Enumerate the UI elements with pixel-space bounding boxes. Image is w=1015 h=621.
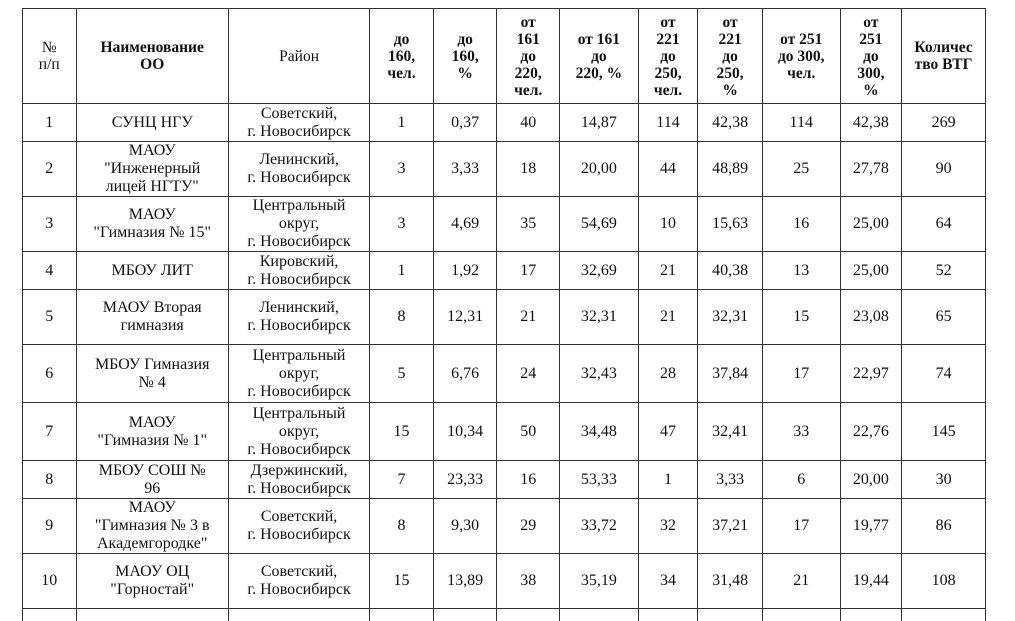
cell-c1: 8 [370,290,434,345]
cell-c7: 15 [762,290,840,345]
cell-c6: 42,38 [698,104,763,142]
cell-c5: 114 [638,104,698,142]
table-row [23,197,986,252]
cell-c5: 47 [638,403,698,461]
header-district: Район [228,9,369,104]
cell-c1: 3 [370,197,434,252]
cell-name: МАОУ Вторая гимназия [76,290,228,345]
cell-name: МАОУ ОЦ "Горностай" [76,554,228,609]
table-body [23,104,986,621]
cell-c1: 1 [370,252,434,290]
cell-c1: 1 [370,104,434,142]
cell-c2: 23,33 [433,461,497,499]
table-row [23,252,986,290]
cell-c3: 21 [497,290,560,345]
header-c6: от 221 до 250, % [698,9,763,104]
cell-c8: 19,44 [840,554,902,609]
cell-num: 6 [23,345,77,403]
cell-total: 65 [902,290,986,345]
cell-total: 108 [902,554,986,609]
cell-c8: 22,97 [840,345,902,403]
cell-c7: 33 [762,403,840,461]
table-row [23,104,986,142]
cell-district: Советский, г. Новосибирск [228,554,369,609]
cell-c5: 21 [638,252,698,290]
header-c4: от 161 до 220, % [560,9,639,104]
cell-c2: 9,30 [433,499,497,554]
cell-c4: 33,72 [560,499,639,554]
cell-num: 3 [23,197,77,252]
results-table [22,8,986,621]
cell-c1: 5 [370,345,434,403]
cell-district: Центральный округ, г. Новосибирск [228,403,369,461]
cell-district: Ленинский, г. Новосибирск [228,142,369,197]
cell-c4: 54,69 [560,197,639,252]
cell-c7: 25 [762,142,840,197]
cell-c3: 18 [497,142,560,197]
cell-c3: 35 [497,197,560,252]
cell-district: Советский, г. Новосибирск [228,499,369,554]
cell-total: 145 [902,403,986,461]
cell-c6: 48,89 [698,142,763,197]
cell-total: 52 [902,252,986,290]
cell-c5: 28 [638,345,698,403]
cell-c3: 24 [497,345,560,403]
cell-c8: 25,00 [840,252,902,290]
cell-total: 30 [902,461,986,499]
cell-c7: 17 [762,499,840,554]
cell-district: Центральный округ, г. Новосибирск [228,345,369,403]
cell-c2: 1,92 [433,252,497,290]
cell-c2: 6,76 [433,345,497,403]
cell-total: 74 [902,345,986,403]
cell-name: МБОУ ЛИТ [76,252,228,290]
cell-c7: 114 [762,104,840,142]
cell-c6: 32,41 [698,403,763,461]
cell-c8: 23,08 [840,290,902,345]
cell-c4: 14,87 [560,104,639,142]
header-c7: от 251 до 300, чел. [762,9,840,104]
cell-c8: 25,00 [840,197,902,252]
cell-total: 86 [902,499,986,554]
cell-c4: 34,48 [560,403,639,461]
cell-c3: 38 [497,554,560,609]
cell-c5: 34 [638,554,698,609]
cell-c7: 17 [762,345,840,403]
cell-c6: 3,33 [698,461,763,499]
cell-c2: 13,89 [433,554,497,609]
cell-name: СУНЦ НГУ [76,104,228,142]
cell-c4: 53,33 [560,461,639,499]
header-c2: до 160, % [433,9,497,104]
header-c5: от 221 до 250, чел. [638,9,698,104]
cell-c1: 7 [370,461,434,499]
cell-num: 1 [23,104,77,142]
cell-num: 8 [23,461,77,499]
cell-total: 269 [902,104,986,142]
cell-c1: 15 [370,554,434,609]
cell-district: Дзержинский, г. Новосибирск [228,461,369,499]
cell-name: МАОУ "Инженерный лицей НГТУ" [76,142,228,197]
header-total: Количес тво ВТГ [902,9,986,104]
cell-c8: 27,78 [840,142,902,197]
cell-name: МАОУ "Гимназия № 3 в Академгородке" [76,499,228,554]
cell-c4: 35,19 [560,554,639,609]
cell-c1: 3 [370,142,434,197]
header-c1: до 160, чел. [370,9,434,104]
cell-district: Советский, г. Новосибирск [228,104,369,142]
cell-c3: 29 [497,499,560,554]
cell-district: Кировский, г. Новосибирск [228,252,369,290]
cell-c2: 0,37 [433,104,497,142]
cell-c8: 19,77 [840,499,902,554]
table-row [23,461,986,499]
table-row [23,290,986,345]
cell-c6: 37,21 [698,499,763,554]
table-row [23,345,986,403]
cell-num: 10 [23,554,77,609]
cell-num: 2 [23,142,77,197]
cell-c2: 3,33 [433,142,497,197]
cell-c2: 12,31 [433,290,497,345]
cell-c3: 16 [497,461,560,499]
cell-num: 5 [23,290,77,345]
table-row [23,142,986,197]
cell-c8: 42,38 [840,104,902,142]
cell-c7: 6 [762,461,840,499]
cell-district: Ленинский, г. Новосибирск [228,290,369,345]
header-c8: от 251 до 300, % [840,9,902,104]
cell-num: 4 [23,252,77,290]
cell-c7: 13 [762,252,840,290]
cell-c5: 32 [638,499,698,554]
cell-num: 9 [23,499,77,554]
header-name: Наименование ОО [76,9,228,104]
cell-num: 7 [23,403,77,461]
cell-name: МБОУ Гимназия № 4 [76,345,228,403]
cell-c6: 37,84 [698,345,763,403]
cell-c8: 22,76 [840,403,902,461]
cell-c6: 32,31 [698,290,763,345]
cell-c5: 21 [638,290,698,345]
cell-c4: 32,31 [560,290,639,345]
cell-name: МАОУ "Гимназия № 15" [76,197,228,252]
cell-c6: 40,38 [698,252,763,290]
cell-name: МАОУ "Гимназия № 1" [76,403,228,461]
header-c3: от 161 до 220, чел. [497,9,560,104]
document-page [22,8,986,621]
cell-c6: 31,48 [698,554,763,609]
cell-name: МБОУ СОШ № 96 [76,461,228,499]
cell-c6: 15,63 [698,197,763,252]
cell-c3: 40 [497,104,560,142]
header-num: № п/п [23,9,77,104]
table-header [23,9,986,104]
cell-c4: 20,00 [560,142,639,197]
cell-c8: 20,00 [840,461,902,499]
cell-c4: 32,69 [560,252,639,290]
cell-c7: 16 [762,197,840,252]
cell-c2: 10,34 [433,403,497,461]
cell-c1: 15 [370,403,434,461]
cell-total: 64 [902,197,986,252]
cell-c3: 50 [497,403,560,461]
cell-c7: 21 [762,554,840,609]
cell-c5: 10 [638,197,698,252]
table-row [23,499,986,554]
cell-c5: 44 [638,142,698,197]
cell-c3: 17 [497,252,560,290]
cell-c4: 32,43 [560,345,639,403]
header-row [23,9,986,104]
table-row [23,554,986,609]
cell-c2: 4,69 [433,197,497,252]
cell-c1: 8 [370,499,434,554]
cell-c5: 1 [638,461,698,499]
cell-total: 90 [902,142,986,197]
cell-district: Центральный округ, г. Новосибирск [228,197,369,252]
table-row [23,403,986,461]
